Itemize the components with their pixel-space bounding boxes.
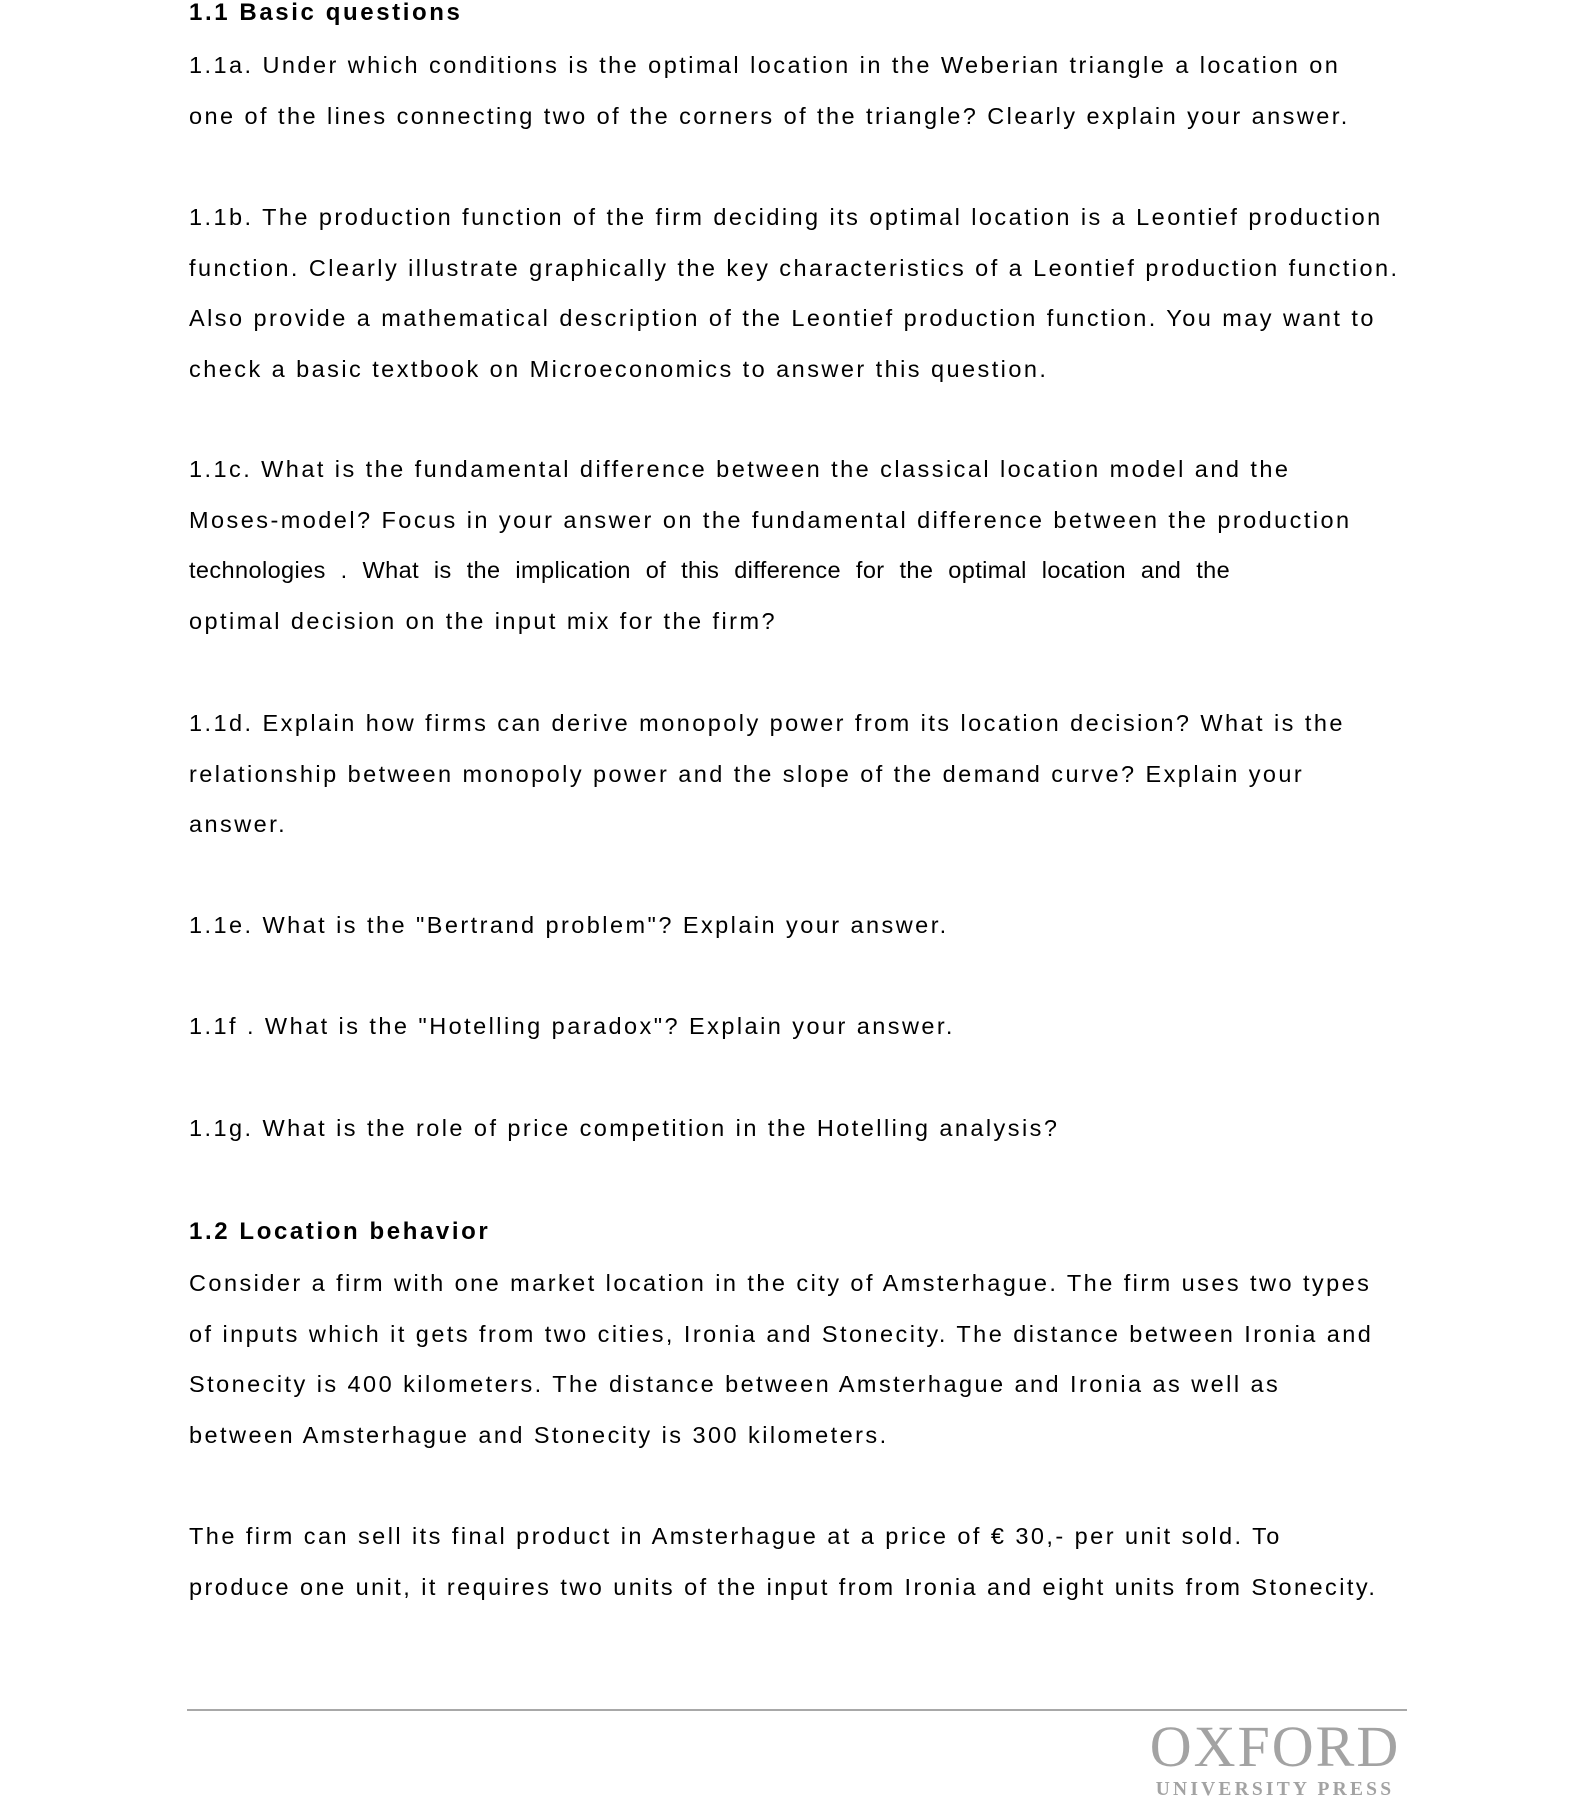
text-line: 1.1a. Under which conditions is the optimal location in the Weberian triangle a location on	[189, 52, 1341, 78]
text-line: 1.1e. What is the "Bertrand problem"? Explain your answer.	[189, 912, 949, 938]
question-1-1d	[189, 698, 1345, 850]
question-1-1a	[189, 40, 1350, 141]
text-line: relationship between monopoly power and the slope of the demand curve? Explain your	[189, 760, 1305, 787]
section-heading-basic-questions: 1.1 Basic questions	[189, 0, 463, 26]
text-line: technologies . What is the implication of this difference for the optimal location and the	[189, 557, 1231, 583]
oxford-university-press-logo	[1140, 1716, 1410, 1802]
footer-divider	[187, 1709, 1407, 1711]
text-line: produce one unit, it requires two units of the input from Ironia and eight units from Stonecity.	[189, 1573, 1378, 1600]
text-line: function. Clearly illustrate graphically the key characteristics of a Leontief production function.	[189, 254, 1400, 281]
text-line: Consider a firm with one market location in the city of Amsterhague. The firm uses two types	[189, 1270, 1372, 1296]
text-line: The firm can sell its final product in Amsterhague at a price of € 30,- per unit sold. To	[189, 1523, 1282, 1549]
text-line: 1.1g. What is the role of price competition in the Hotelling analysis?	[189, 1115, 1060, 1141]
text-line: optimal decision on the input mix for the firm?	[189, 607, 777, 634]
logo-wordmark: OXFORD	[1149, 1714, 1401, 1779]
paragraph-price-production	[189, 1511, 1377, 1612]
text-line: of inputs which it gets from two cities, Ironia and Stonecity. The distance between Ironia and	[189, 1320, 1374, 1347]
text-line: 1.1d. Explain how firms can derive monopoly power from its location decision? What is the	[189, 710, 1345, 736]
text-line: Moses-model? Focus in your answer on the fundamental difference between the production	[189, 506, 1352, 533]
question-1-1b	[189, 192, 1399, 394]
question-1-1f	[189, 1001, 955, 1052]
section-heading-location-behavior: 1.2 Location behavior	[189, 1218, 491, 1245]
text-line: 1.1b. The production function of the firm deciding its optimal location is a Leontief production	[189, 204, 1383, 230]
paragraph-firm-description	[189, 1258, 1373, 1460]
question-1-1g	[189, 1103, 1059, 1154]
text-line: Also provide a mathematical description of the Leontief production function. You may want to	[189, 305, 1376, 331]
text-line: check a basic textbook on Microeconomics to answer this question.	[189, 355, 1049, 382]
logo-subtitle: UNIVERSITY PRESS	[1155, 1779, 1395, 1800]
text-line: answer.	[189, 811, 288, 837]
text-line: one of the lines connecting two of the corners of the triangle? Clearly explain your answer.	[189, 102, 1350, 129]
text-line: between Amsterhague and Stonecity is 300 kilometers.	[189, 1421, 889, 1448]
text-line: 1.1c. What is the fundamental difference between the classical location model and the	[189, 456, 1291, 482]
question-1-1c	[189, 444, 1352, 646]
question-1-1e	[189, 900, 949, 951]
text-line: Stonecity is 400 kilometers. The distance between Amsterhague and Ironia as well as	[189, 1371, 1281, 1397]
text-line: 1.1f . What is the "Hotelling paradox"? Explain your answer.	[189, 1013, 955, 1039]
